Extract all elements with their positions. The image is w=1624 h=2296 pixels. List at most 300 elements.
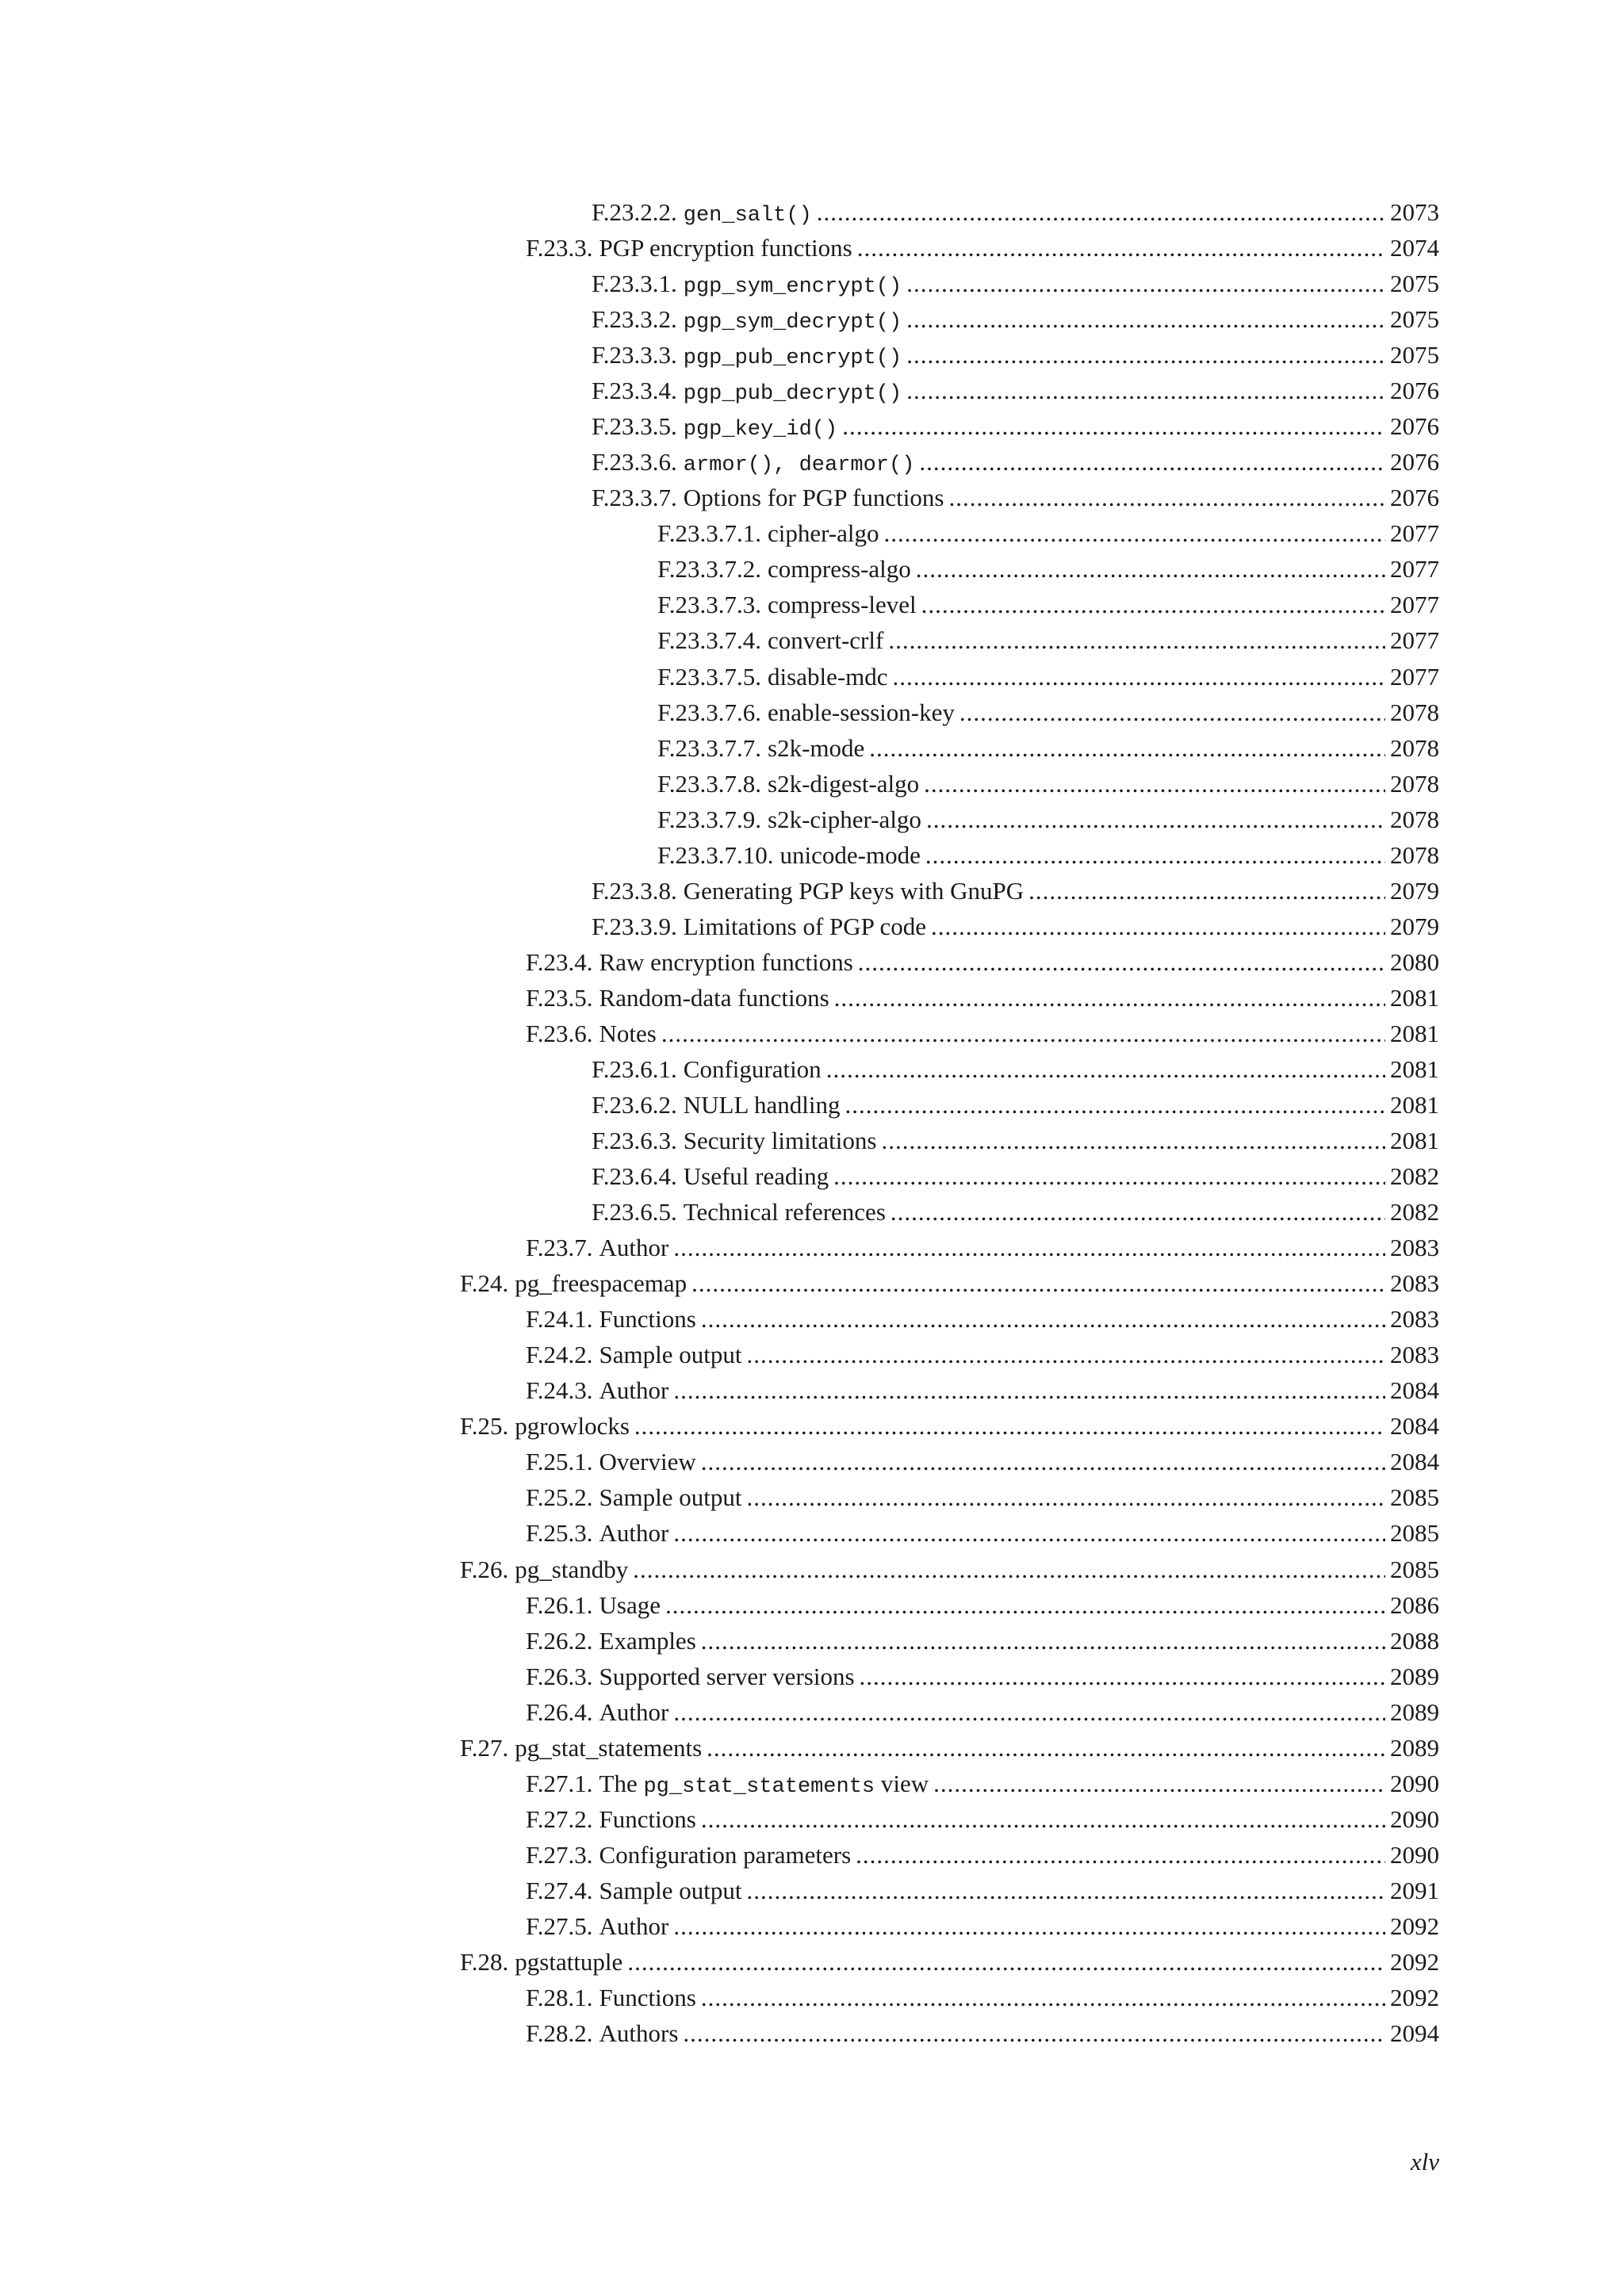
toc-entry-number: F.23.3.7.3. — [657, 591, 762, 619]
toc-entry-page: 2083 — [1390, 1341, 1439, 1369]
toc-entry-text: Overview — [599, 1448, 696, 1476]
toc-entry-title — [599, 1301, 696, 1337]
toc-entry-page: 2078 — [1390, 698, 1439, 726]
toc-entry-number: F.24.1. — [526, 1305, 593, 1334]
toc-entry-number: F.23.6.1. — [592, 1054, 677, 1083]
toc-entry-title — [684, 1158, 829, 1194]
toc-entry-page: 2089 — [1390, 1697, 1439, 1726]
dot-leader — [919, 444, 1385, 480]
toc-entry-code-text: armor(), dearmor() — [683, 453, 915, 478]
toc-entry-number: F.23.3.7. — [592, 484, 677, 512]
toc-entry-page: 2092 — [1390, 1984, 1439, 2011]
toc-entry-number: F.23.3.6. — [592, 448, 677, 476]
toc-entry-number: F.23.6.3. — [592, 1127, 677, 1155]
toc-entry-page: 2077 — [1390, 555, 1439, 584]
toc-entry[interactable] — [0, 266, 1624, 301]
toc-entry[interactable] — [0, 587, 1624, 622]
toc-entry-text: Functions — [599, 1984, 696, 2011]
toc-entry-text: Author — [599, 1911, 669, 1940]
toc-entry-text: Author — [599, 1697, 669, 1726]
toc-entry-page: 2078 — [1390, 805, 1439, 833]
toc-entry-title — [599, 1587, 661, 1623]
toc-entry-page: 2094 — [1390, 2019, 1439, 2048]
dot-leader — [921, 587, 1385, 622]
toc-entry[interactable] — [0, 659, 1624, 695]
toc-entry-text: enable-session-key — [768, 698, 955, 726]
dot-leader — [924, 766, 1385, 802]
toc-entry-title — [768, 551, 911, 587]
toc-entry-text: The — [599, 1769, 644, 1797]
toc-entry-number: F.23.3.9. — [592, 912, 677, 940]
toc-entry-title — [515, 1265, 687, 1301]
toc-entry[interactable] — [0, 515, 1624, 551]
toc-entry-title — [780, 837, 921, 873]
toc-entry-number: F.28.1. — [526, 1984, 593, 2011]
toc-entry-text: pg_freespacemap — [515, 1269, 688, 1298]
toc-entry-number: F.23.3.1. — [592, 270, 677, 298]
toc-entry[interactable] — [0, 730, 1624, 766]
toc-entry-title — [768, 659, 888, 695]
toc-entry[interactable] — [0, 1158, 1624, 1194]
toc-entry[interactable] — [0, 802, 1624, 837]
dot-leader — [906, 301, 1385, 337]
dot-leader — [691, 1265, 1385, 1301]
dot-leader — [701, 1980, 1385, 2015]
toc-entry-page: 2082 — [1390, 1162, 1439, 1191]
toc-entry[interactable] — [0, 301, 1624, 337]
toc-entry-title — [684, 194, 812, 234]
toc-entry[interactable] — [0, 622, 1624, 658]
toc-entry-number: F.24.3. — [526, 1376, 593, 1405]
toc-entry-page: 2081 — [1390, 1019, 1439, 1047]
toc-entry-title — [599, 1444, 696, 1479]
toc-entry-page: 2076 — [1390, 377, 1439, 405]
toc-entry-page: 2084 — [1390, 1412, 1439, 1441]
toc-entry-title — [684, 1087, 841, 1123]
toc-entry-text: Examples — [599, 1626, 696, 1655]
dot-leader — [893, 659, 1385, 695]
toc-entry[interactable] — [0, 1230, 1624, 1265]
dot-leader — [842, 408, 1385, 444]
toc-entry-page: 2083 — [1390, 1305, 1439, 1334]
toc-entry-number: F.23.3.7.1. — [657, 519, 762, 548]
toc-entry-number: F.27.3. — [526, 1840, 593, 1869]
toc-entry-page: 2077 — [1390, 519, 1439, 548]
toc-entry-title — [599, 944, 853, 980]
toc-entry-page: 2084 — [1390, 1376, 1439, 1405]
toc-entry-title — [599, 1479, 742, 1515]
toc-entry-text: PGP encryption functions — [599, 234, 852, 262]
toc-entry-text: Technical references — [683, 1198, 886, 1226]
toc-entry-title — [768, 515, 879, 551]
toc-entry-number: F.24.2. — [526, 1341, 593, 1369]
toc-entry-title — [684, 909, 926, 944]
toc-entry[interactable] — [0, 1016, 1624, 1051]
toc-entry-number: F.26.2. — [526, 1626, 593, 1655]
dot-leader — [869, 730, 1385, 766]
toc-entry-text: s2k-mode — [768, 733, 865, 762]
dot-leader — [860, 1659, 1385, 1694]
toc-entry-title — [684, 373, 902, 412]
toc-entry-code-text: pg_stat_statements — [643, 1774, 875, 1799]
toc-entry[interactable] — [0, 1552, 1624, 1587]
toc-entry-page: 2090 — [1390, 1769, 1439, 1797]
dot-leader — [884, 515, 1385, 551]
toc-entry-title — [599, 1515, 669, 1551]
toc-entry-title — [599, 1337, 742, 1372]
toc-entry-page: 2092 — [1390, 1947, 1439, 1976]
toc-entry-code-text: gen_salt() — [683, 204, 812, 228]
toc-entry-text: s2k-cipher-algo — [768, 805, 921, 833]
toc-entry-page: 2082 — [1390, 1198, 1439, 1226]
toc-entry-page: 2083 — [1390, 1234, 1439, 1262]
toc-entry-title — [515, 1552, 628, 1587]
toc-entry-code-text: pgp_key_id() — [683, 418, 838, 442]
toc-entry[interactable] — [0, 444, 1624, 480]
toc-entry-text: Author — [599, 1519, 669, 1548]
toc-entry[interactable] — [0, 230, 1624, 266]
toc-entry-title — [684, 266, 902, 305]
toc-entry-title — [768, 587, 917, 622]
toc-entry-page: 2083 — [1390, 1269, 1439, 1298]
toc-entry-number: F.23.3.8. — [592, 876, 677, 905]
dot-leader — [948, 480, 1385, 515]
toc-entry-number: F.23.6.4. — [592, 1162, 677, 1191]
toc-entry[interactable] — [0, 194, 1624, 230]
toc-entry-text: Security limitations — [683, 1127, 877, 1155]
toc-entry-code-text: pgp_pub_encrypt() — [683, 346, 902, 371]
dot-leader — [661, 1016, 1385, 1051]
toc-entry-text: Configuration parameters — [599, 1840, 852, 1869]
toc-entry-number: F.27.4. — [526, 1876, 593, 1904]
dot-leader — [926, 802, 1385, 837]
toc-entry-page: 2080 — [1390, 947, 1439, 976]
toc-entry-text: Author — [599, 1234, 669, 1262]
dot-leader — [826, 1051, 1385, 1087]
toc-entry-number: F.23.3.7.6. — [657, 698, 762, 726]
toc-entry[interactable] — [0, 873, 1624, 909]
dot-leader — [906, 373, 1385, 408]
dot-leader — [665, 1587, 1385, 1623]
toc-entry-number: F.23.5. — [526, 983, 593, 1012]
dot-leader — [834, 980, 1385, 1016]
toc-entry-number: F.23.6.2. — [592, 1091, 677, 1119]
toc-entry-page: 2085 — [1390, 1519, 1439, 1548]
toc-entry-text: compress-level — [768, 591, 917, 619]
dot-leader — [906, 266, 1385, 301]
toc-entry-page: 2079 — [1390, 876, 1439, 905]
toc-entry[interactable] — [0, 1515, 1624, 1551]
toc-entry-text: compress-algo — [768, 555, 911, 584]
toc-entry-title — [599, 1694, 669, 1730]
toc-entry-number: F.25. — [460, 1412, 509, 1441]
toc-entry[interactable] — [0, 1408, 1624, 1444]
toc-entry-title — [684, 337, 902, 377]
toc-entry-title — [599, 1908, 669, 1944]
toc-entry-text: Sample output — [599, 1876, 742, 1904]
dot-leader — [746, 1337, 1385, 1372]
toc-entry-number: F.25.1. — [526, 1448, 593, 1476]
toc-entry-title — [768, 766, 919, 802]
toc-entry-page: 2081 — [1390, 1127, 1439, 1155]
dot-leader — [933, 1766, 1385, 1801]
toc-entry[interactable] — [0, 1623, 1624, 1659]
toc-entry[interactable] — [0, 1873, 1624, 1908]
toc-entry-number: F.23.3.7.9. — [657, 805, 762, 833]
toc-entry-text: Sample output — [599, 1483, 742, 1512]
dot-leader — [673, 1908, 1385, 1944]
toc-entry[interactable] — [0, 1051, 1624, 1087]
toc-entry[interactable] — [0, 1837, 1624, 1873]
toc-entry[interactable] — [0, 766, 1624, 802]
dot-leader — [701, 1444, 1385, 1479]
toc-entry-title — [684, 1051, 822, 1087]
toc-entry-number: F.23.3.7.7. — [657, 733, 762, 762]
toc-entry-page: 2073 — [1390, 198, 1439, 226]
toc-entry-title — [768, 730, 864, 766]
toc-entry-number: F.23.3.3. — [592, 341, 677, 369]
dot-leader — [746, 1479, 1385, 1515]
toc-entry-text: Functions — [599, 1305, 696, 1334]
toc-entry-page: 2089 — [1390, 1733, 1439, 1762]
toc-entry-code-text: pgp_sym_decrypt() — [683, 311, 902, 335]
toc-entry-number: F.23.3.4. — [592, 377, 677, 405]
toc-entry-number: F.26. — [460, 1555, 509, 1583]
toc-entry-page: 2075 — [1390, 341, 1439, 369]
toc-entry[interactable] — [0, 1265, 1624, 1301]
dot-leader — [701, 1301, 1385, 1337]
toc-entry-title — [599, 1659, 855, 1694]
dot-leader — [701, 1801, 1385, 1837]
toc-entry-text: unicode-mode — [779, 840, 921, 869]
toc-entry-title — [599, 1623, 696, 1659]
toc-entry[interactable] — [0, 1730, 1624, 1766]
dot-leader — [707, 1730, 1385, 1766]
toc-entry-number: F.28. — [460, 1947, 509, 1976]
toc-entry-title — [599, 1980, 696, 2015]
toc-entry-text: Author — [599, 1376, 669, 1405]
toc-entry-title — [684, 1194, 886, 1230]
toc-entry[interactable] — [0, 1908, 1624, 1944]
toc-entry-title — [684, 480, 944, 515]
toc-entry-page: 2075 — [1390, 270, 1439, 298]
toc-entry-page: 2076 — [1390, 448, 1439, 476]
toc-entry-text: Authors — [599, 2019, 679, 2048]
toc-entry-number: F.27.1. — [526, 1769, 593, 1797]
toc-entry[interactable] — [0, 1337, 1624, 1372]
toc-entry-text: Configuration — [683, 1054, 822, 1083]
toc-entry-title — [768, 695, 955, 730]
toc-entry[interactable] — [0, 1301, 1624, 1337]
toc-entry-title — [684, 408, 837, 448]
toc-entry-page: 2078 — [1390, 840, 1439, 869]
toc-entry-number: F.26.1. — [526, 1590, 593, 1619]
toc-entry-number: F.23.4. — [526, 947, 593, 976]
toc-entry-number: F.28.2. — [526, 2019, 593, 2048]
toc-entry-page: 2085 — [1390, 1483, 1439, 1512]
toc-entry[interactable] — [0, 1659, 1624, 1694]
toc-entry-text: Sample output — [599, 1341, 742, 1369]
toc-entry-page: 2076 — [1390, 484, 1439, 512]
toc-entry-number: F.26.4. — [526, 1697, 593, 1726]
toc-entry-number: F.23.3.7.5. — [657, 662, 762, 691]
toc-entry-title — [599, 1873, 742, 1908]
toc-entry-number: F.25.3. — [526, 1519, 593, 1548]
toc-entry[interactable] — [0, 944, 1624, 980]
toc-entry-number: F.24. — [460, 1269, 509, 1298]
dot-leader — [627, 1944, 1385, 1980]
toc-entry-title — [684, 444, 915, 484]
dot-leader — [833, 1158, 1385, 1194]
toc-entry[interactable] — [0, 551, 1624, 587]
toc-entry-text: pg_stat_statements — [515, 1733, 703, 1762]
toc-entry-number: F.23.7. — [526, 1234, 593, 1262]
toc-entry[interactable] — [0, 1194, 1624, 1230]
toc-entry-title — [684, 873, 1024, 909]
toc-entry-title — [599, 1230, 669, 1265]
toc-entry-text: Notes — [599, 1019, 657, 1047]
toc-entry[interactable] — [0, 1801, 1624, 1837]
toc-entry-title — [599, 1766, 929, 1805]
toc-entry-page: 2074 — [1390, 234, 1439, 262]
toc-entry-text: pgstattuple — [515, 1947, 623, 1976]
toc-entry-page: 2085 — [1390, 1555, 1439, 1583]
toc-entry-text: Usage — [599, 1590, 661, 1619]
dot-leader — [845, 1087, 1386, 1123]
toc-entry-title — [684, 1123, 877, 1158]
toc-entry[interactable] — [0, 337, 1624, 373]
toc-entry-title — [599, 1801, 696, 1837]
dot-leader — [959, 695, 1385, 730]
toc-entry-title — [768, 802, 921, 837]
dot-leader — [916, 551, 1385, 587]
toc-entry[interactable] — [0, 1479, 1624, 1515]
toc-entry-title — [599, 1372, 669, 1408]
toc-entry-page: 2077 — [1390, 591, 1439, 619]
toc-entry-text: view — [875, 1769, 929, 1797]
toc-entry-number: F.27. — [460, 1733, 509, 1762]
toc-entry-text: Useful reading — [683, 1162, 829, 1191]
toc-entry-text: Generating PGP keys with GnuPG — [683, 876, 1025, 905]
toc-entry-page: 2081 — [1390, 1091, 1439, 1119]
toc-entry-page: 2079 — [1390, 912, 1439, 940]
toc-entry-text: NULL handling — [683, 1091, 841, 1119]
toc-entry-number: F.23.6. — [526, 1019, 593, 1047]
dot-leader — [673, 1515, 1385, 1551]
toc-entry[interactable] — [0, 408, 1624, 444]
toc-entry-page: 2081 — [1390, 983, 1439, 1012]
toc-entry[interactable] — [0, 695, 1624, 730]
toc-entry-page: 2090 — [1390, 1840, 1439, 1869]
dot-leader — [673, 1230, 1385, 1265]
toc-entry-text: s2k-digest-algo — [768, 769, 920, 798]
toc-entry-title — [599, 230, 852, 266]
dot-leader — [888, 622, 1385, 658]
toc-entry[interactable] — [0, 909, 1624, 944]
toc-entry-page: 2076 — [1390, 412, 1439, 441]
toc-entry-title — [599, 1016, 657, 1051]
toc-entry-text: convert-crlf — [768, 626, 884, 655]
toc-entry-text: pg_standby — [515, 1555, 629, 1583]
toc-entry-title — [684, 301, 902, 341]
toc-entry[interactable] — [0, 1444, 1624, 1479]
dot-leader — [856, 1837, 1385, 1873]
toc-entry-title — [515, 1408, 630, 1444]
toc-entry[interactable] — [0, 1944, 1624, 1980]
toc-entry-title — [768, 622, 883, 658]
toc-entry-text: Random-data functions — [599, 983, 829, 1012]
toc-entry-title — [515, 1944, 622, 1980]
toc-entry-number: F.23.3.7.4. — [657, 626, 762, 655]
dot-leader — [683, 2015, 1385, 2051]
dot-leader — [925, 837, 1385, 873]
toc-entry-code-text: pgp_sym_encrypt() — [683, 275, 902, 300]
toc-entry[interactable] — [0, 480, 1624, 515]
dot-leader — [634, 1408, 1385, 1444]
toc-entry-text: Limitations of PGP code — [683, 912, 927, 940]
toc-entry-page: 2090 — [1390, 1804, 1439, 1833]
toc-entry-number: F.23.3.5. — [592, 412, 677, 441]
toc-entry-title — [599, 2015, 679, 2051]
toc-entry[interactable] — [0, 1980, 1624, 2015]
toc-entry-page: 2077 — [1390, 626, 1439, 655]
toc-entry-page: 2078 — [1390, 769, 1439, 798]
toc-entry-page: 2078 — [1390, 733, 1439, 762]
toc-entry-page: 2088 — [1390, 1626, 1439, 1655]
toc-entry-title — [599, 980, 829, 1016]
toc-entry-number: F.23.2.2. — [592, 198, 677, 226]
toc-entry[interactable] — [0, 1087, 1624, 1123]
toc-entry[interactable] — [0, 980, 1624, 1016]
toc-entry[interactable] — [0, 837, 1624, 873]
dot-leader — [858, 944, 1385, 980]
toc-entry-text: cipher-algo — [768, 519, 879, 548]
toc-entry-number: F.23.3.7.2. — [657, 555, 762, 584]
toc-entry-page: 2089 — [1390, 1662, 1439, 1690]
page-number: xlv — [1410, 2148, 1439, 2175]
toc-entry-title — [599, 1837, 852, 1873]
toc-entry-number: F.27.5. — [526, 1911, 593, 1940]
toc-entry-text: Raw encryption functions — [599, 947, 853, 976]
dot-leader — [931, 909, 1385, 944]
toc-entry-text: pgrowlocks — [515, 1412, 630, 1441]
toc-entry[interactable] — [0, 1766, 1624, 1801]
toc-entry-text: Functions — [599, 1804, 696, 1833]
toc-entry-number: F.23.3.7.10. — [657, 840, 774, 869]
dot-leader — [906, 337, 1385, 373]
toc-entry-page: 2092 — [1390, 1911, 1439, 1940]
dot-leader — [817, 194, 1385, 230]
dot-leader — [673, 1372, 1385, 1408]
toc-entry-page: 2075 — [1390, 305, 1439, 334]
dot-leader — [891, 1194, 1385, 1230]
dot-leader — [857, 230, 1385, 266]
toc-entry[interactable] — [0, 1694, 1624, 1730]
dot-leader — [701, 1623, 1385, 1659]
toc-entry[interactable] — [0, 1587, 1624, 1623]
toc-entry-text: disable-mdc — [768, 662, 888, 691]
toc-entry[interactable] — [0, 2015, 1624, 2051]
toc-entry[interactable] — [0, 1372, 1624, 1408]
toc-entry-number: F.25.2. — [526, 1483, 593, 1512]
toc-entry-number: F.23.3.2. — [592, 305, 677, 334]
toc-entry[interactable] — [0, 373, 1624, 408]
dot-leader — [633, 1552, 1385, 1587]
dot-leader — [673, 1694, 1385, 1730]
toc-entry[interactable] — [0, 1123, 1624, 1158]
dot-leader — [746, 1873, 1385, 1908]
toc-entry-page: 2081 — [1390, 1054, 1439, 1083]
